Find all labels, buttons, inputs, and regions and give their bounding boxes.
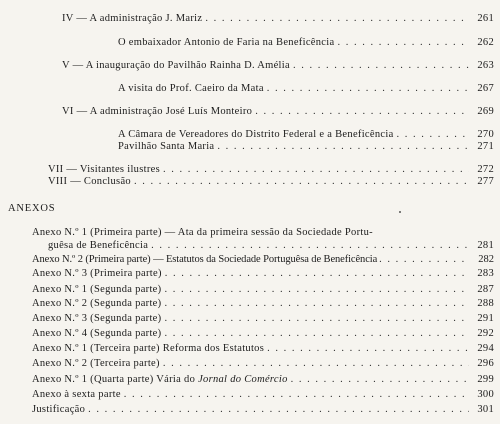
leader-dots <box>205 12 469 25</box>
annex-entry-9 <box>32 357 494 370</box>
annex-entry-8 <box>32 342 494 355</box>
annex-entry-5 <box>32 297 494 310</box>
toc-entry-vi-sub-2 <box>118 140 494 153</box>
toc-entry-label: IV — A administração J. Mariz <box>62 13 203 24</box>
toc-entry-label: Anexo N.º 2 (Primeira parte) — Estatutos da Sociedade Portuguêsa de Beneficência <box>32 254 378 265</box>
toc-entry-label: Justificação <box>32 404 86 415</box>
leader-dots <box>379 253 470 266</box>
toc-page-number: 282 <box>478 254 494 265</box>
toc-entry-v-sub <box>118 82 494 95</box>
toc-page-number: 272 <box>477 164 494 175</box>
leader-dots <box>267 342 469 355</box>
leader-dots <box>164 297 469 310</box>
toc-entry-label: A Câmara de Vereadores do Distrito Federal e a Beneficência <box>118 129 394 140</box>
toc-page-number: 300 <box>477 389 494 400</box>
toc-page-number: 262 <box>477 37 494 48</box>
leader-dots <box>124 388 469 401</box>
annex-entry-4 <box>32 283 494 296</box>
annex-entry-3 <box>32 267 494 280</box>
toc-page-number: 283 <box>477 268 494 279</box>
annex-entry-11 <box>32 388 494 401</box>
leader-dots <box>163 357 469 370</box>
toc-page-number: 292 <box>477 328 494 339</box>
toc-page-number: 277 <box>477 176 494 187</box>
leader-dots <box>217 140 469 153</box>
toc-entry-label: Anexo N.º 2 (Segunda parte) <box>32 298 162 309</box>
newspaper-title: Jornal do Comércio <box>198 374 288 385</box>
leader-dots <box>164 283 469 296</box>
toc-entry-label: Anexo N.º 3 (Segunda parte) <box>32 313 162 324</box>
stray-mark <box>399 211 401 213</box>
toc-page-number: 267 <box>477 83 494 94</box>
annex-entry-1-line-2 <box>48 239 494 252</box>
annex-entry-10 <box>32 373 494 386</box>
toc-entry-label: guêsa de Beneficência <box>48 240 149 251</box>
toc-entry-v <box>62 59 494 72</box>
toc-entry-label: Anexo N.º 1 (Segunda parte) <box>32 284 162 295</box>
toc-entry-label: A visita do Prof. Caeiro da Mata <box>118 83 264 94</box>
toc-page-number: 288 <box>477 298 494 309</box>
toc-entry-vi <box>62 105 494 118</box>
toc-page-number: 287 <box>477 284 494 295</box>
leader-dots <box>337 36 469 49</box>
toc-page-number: 301 <box>477 404 494 415</box>
toc-entry-label: VI — A administração José Luís Monteiro <box>62 106 253 117</box>
toc-page-number: 270 <box>477 129 494 140</box>
toc-entry-label: VIII — Conclusão <box>48 176 131 187</box>
toc-page-number: 291 <box>477 313 494 324</box>
toc-entry-label: Anexo N.º 2 (Terceira parte) <box>32 358 160 369</box>
annex-entry-7 <box>32 327 494 340</box>
toc-page-number: 294 <box>477 343 494 354</box>
toc-entry-label: Anexo N.º 3 (Primeira parte) <box>32 268 162 279</box>
toc-entry-label: V — A inauguração do Pavilhão Rainha D. Amélia <box>62 60 290 71</box>
leader-dots <box>134 175 469 188</box>
toc-entry-label-part: Anexo N.º 1 (Quarta parte) Vária do <box>32 374 199 385</box>
annexes-heading: ANEXOS <box>8 203 56 214</box>
toc-entry-label: Anexo à sexta parte <box>32 389 121 400</box>
annex-entry-12 <box>32 403 494 416</box>
leader-dots <box>267 82 469 95</box>
toc-page-number: 261 <box>477 13 494 24</box>
leader-dots <box>165 267 469 280</box>
leader-dots <box>164 327 469 340</box>
leader-dots <box>151 239 469 252</box>
annex-entry-1-line-1: Anexo N.º 1 (Primeira parte) — Ata da primeira sessão da Sociedade Portu- <box>32 227 373 238</box>
toc-page-number: 263 <box>477 60 494 71</box>
toc-page-number: 271 <box>477 141 494 152</box>
toc-entry-viii <box>48 175 494 188</box>
toc-page-number: 269 <box>477 106 494 117</box>
toc-page-number: 281 <box>477 240 494 251</box>
leader-dots <box>291 373 469 386</box>
toc-entry-label: O embaixador Antonio de Faria na Beneficência <box>118 37 335 48</box>
leader-dots <box>88 403 469 416</box>
annex-entry-2 <box>32 253 494 266</box>
leader-dots <box>293 59 469 72</box>
leader-dots <box>164 312 469 325</box>
toc-entry-label <box>32 373 288 386</box>
toc-entry-iv-sub <box>118 36 494 49</box>
toc-page-number: 296 <box>477 358 494 369</box>
leader-dots <box>255 105 469 118</box>
annex-entry-6 <box>32 312 494 325</box>
toc-entry-iv <box>62 12 494 25</box>
toc-entry-label: Anexo N.º 4 (Segunda parte) <box>32 328 162 339</box>
toc-entry-label: VII — Visitantes ilustres <box>48 164 160 175</box>
toc-page-number: 299 <box>477 374 494 385</box>
toc-entry-label: Anexo N.º 1 (Terceira parte) Reforma dos Estatutos <box>32 343 265 354</box>
toc-entry-label: Pavilhão Santa Maria <box>118 141 215 152</box>
